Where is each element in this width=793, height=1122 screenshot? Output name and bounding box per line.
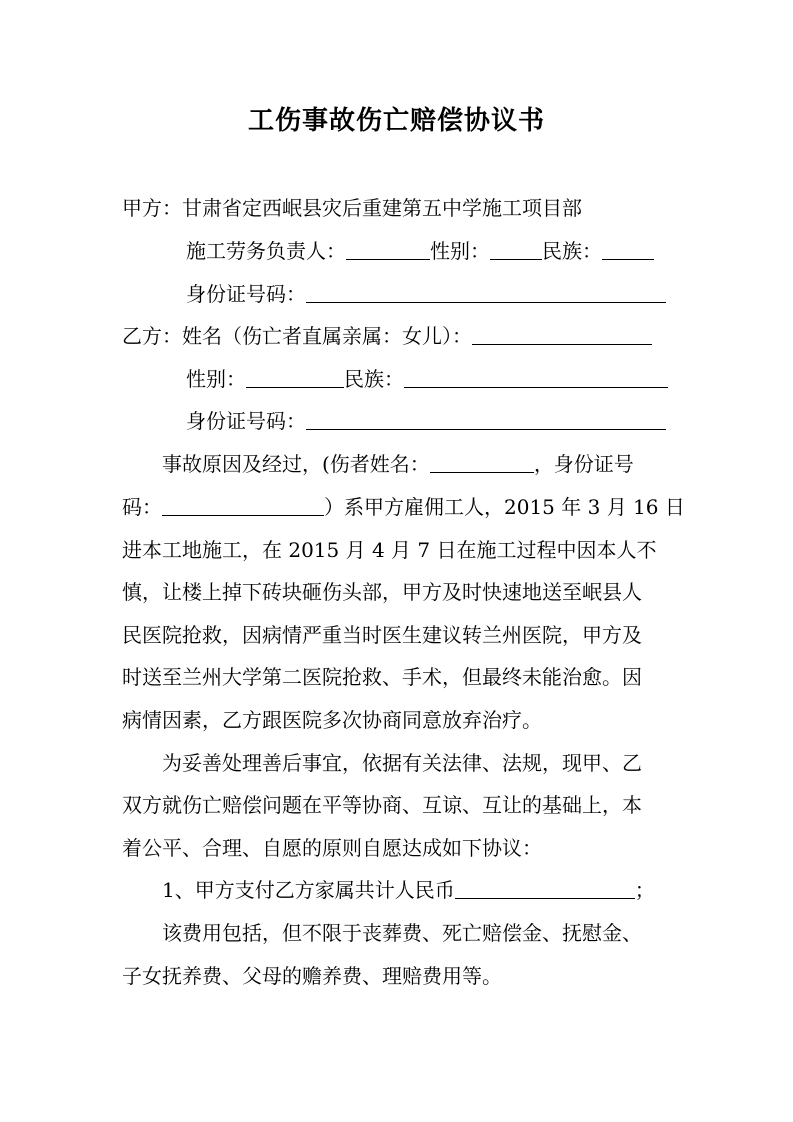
accident-line-4: 慎，让楼上掉下砖块砸伤头部，甲方及时快速地送至岷县人 [122, 580, 642, 604]
compensation-amount-blank[interactable] [455, 876, 635, 899]
basis-line-3: 着公平、合理、自愿的原则自愿达成如下协议： [122, 836, 542, 860]
party-b-gender-label: 性别： [186, 367, 246, 391]
party-b-id-line [186, 407, 746, 435]
accident-line-2 [122, 493, 685, 521]
party-b-ethnicity-label: 民族： [344, 367, 404, 391]
accident-text-1a: 事故原因及经过，(伤者姓名： [162, 452, 430, 476]
party-a-gender-label: 性别： [430, 239, 490, 263]
party-b-line [122, 322, 682, 350]
party-a-id-blank[interactable] [306, 280, 666, 303]
accident-line-6: 时送至兰州大学第二医院抢救、手术，但最终未能治愈。因 [122, 665, 642, 689]
clause-1-line-1 [162, 876, 722, 904]
accident-line-3: 进本工地施工，在 2015 月 4 月 7 日在施工过程中因本人不 [122, 538, 657, 562]
party-b-name-blank[interactable] [472, 322, 652, 345]
party-b-gender-blank[interactable] [246, 365, 344, 388]
basis-line-1: 为妥善处理善后事宜，依据有关法律、法规，现甲、乙 [162, 751, 642, 775]
clause-1-text-b: ； [634, 878, 655, 902]
party-a-id-line [186, 280, 746, 308]
injured-name-blank[interactable] [430, 450, 534, 473]
party-b-gender-line [186, 365, 746, 393]
basis-line-2: 双方就伤亡赔偿问题在平等协商、互谅、互让的基础上，本 [122, 793, 642, 817]
clause-1-line-3: 子女抚养费、父母的赡养费、理赔费用等。 [122, 964, 502, 988]
party-a-line [122, 194, 682, 222]
party-b-id-blank[interactable] [306, 407, 666, 430]
accident-line-1 [162, 450, 722, 478]
accident-text-2b: ）系甲方雇佣工人，2015 年 3 月 16 日 [324, 495, 685, 519]
party-b-label: 乙方： [122, 324, 182, 348]
accident-line-7: 病情因素，乙方跟医院多次协商同意放弃治疗。 [122, 708, 542, 732]
clause-1-text-a: 1、甲方支付乙方家属共计人民币 [162, 878, 455, 902]
party-a-ethnicity-blank[interactable] [602, 237, 654, 260]
party-a-manager-line [186, 237, 746, 265]
party-b-id-label: 身份证号码： [186, 409, 306, 433]
manager-blank[interactable] [346, 237, 430, 260]
party-a-ethnicity-label: 民族： [542, 239, 602, 263]
party-a-gender-blank[interactable] [490, 237, 542, 260]
accident-line-5: 民医院抢救，因病情严重当时医生建议转兰州医院，甲方及 [122, 623, 642, 647]
party-a-name: 甘肃省定西岷县灾后重建第五中学施工项目部 [182, 196, 582, 220]
document-title: 工伤事故伤亡赔偿协议书 [247, 106, 545, 136]
manager-label: 施工劳务负责人： [186, 239, 346, 263]
party-a-id-label: 身份证号码： [186, 282, 306, 306]
injured-id-blank[interactable] [162, 493, 324, 516]
party-b-ethnicity-blank[interactable] [404, 365, 668, 388]
party-a-label: 甲方： [122, 196, 182, 220]
party-b-name-label: 姓名（伤亡者直属亲属：女儿）： [182, 324, 472, 348]
accident-text-2a: 码： [122, 495, 162, 519]
clause-1-line-2: 该费用包括，但不限于丧葬费、死亡赔偿金、抚慰金、 [162, 921, 642, 945]
accident-text-1b: ，身份证号 [533, 452, 634, 476]
